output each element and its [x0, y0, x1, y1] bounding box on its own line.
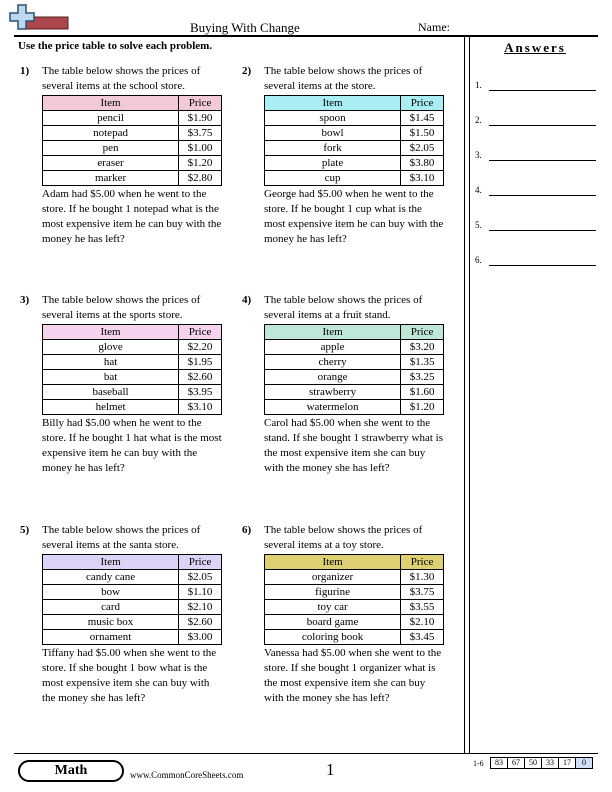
problem-question: Carol had $5.00 when she went to the stand. If she bought 1 strawberry what is the most expensive item she can buy with the money she has left?: [264, 417, 444, 474]
price-cell: $3.20: [401, 340, 444, 355]
score-box: 33: [541, 757, 559, 769]
item-cell: watermelon: [265, 400, 401, 415]
price-header: Price: [401, 96, 444, 111]
item-cell: organizer: [265, 570, 401, 585]
score-box: 0: [575, 757, 593, 769]
table-row: [43, 370, 222, 385]
answer-blank[interactable]: [489, 265, 596, 266]
table-row: [265, 111, 444, 126]
table-row: [43, 340, 222, 355]
item-cell: helmet: [43, 400, 179, 415]
price-header: Price: [179, 96, 222, 111]
answers-title: Answers: [504, 40, 566, 55]
item-cell: ornament: [43, 630, 179, 645]
table-row: [43, 126, 222, 141]
item-cell: fork: [265, 141, 401, 156]
answer-blank[interactable]: [489, 160, 596, 161]
price-cell: $2.05: [401, 141, 444, 156]
problem-number: 2): [242, 65, 252, 77]
price-cell: $3.45: [401, 630, 444, 645]
table-row: [265, 570, 444, 585]
page-title: Buying With Change: [190, 20, 300, 35]
footer-divider: [14, 753, 598, 754]
item-cell: strawberry: [265, 385, 401, 400]
price-cell: $1.30: [401, 570, 444, 585]
table-row: [43, 355, 222, 370]
price-cell: $3.10: [179, 400, 222, 415]
instructions: Use the price table to solve each problem.: [18, 40, 213, 52]
item-cell: figurine: [265, 585, 401, 600]
item-cell: apple: [265, 340, 401, 355]
price-table-header: [265, 325, 444, 340]
item-cell: board game: [265, 615, 401, 630]
price-table: [42, 95, 222, 186]
item-cell: candy cane: [43, 570, 179, 585]
problem-number: 1): [20, 65, 30, 77]
price-cell: $3.00: [179, 630, 222, 645]
item-cell: toy car: [265, 600, 401, 615]
price-cell: $1.00: [179, 141, 222, 156]
answer-row-1[interactable]: [475, 80, 597, 94]
header-divider: [14, 35, 598, 37]
price-cell: $1.10: [179, 585, 222, 600]
problem-number: 6): [242, 524, 252, 536]
item-header: Item: [43, 325, 179, 340]
price-cell: $2.05: [179, 570, 222, 585]
table-row: [43, 615, 222, 630]
answer-blank[interactable]: [489, 195, 596, 196]
score-boxes: [491, 757, 593, 769]
problem-question: Billy had $5.00 when he went to the store. If he bought 1 hat what is the most expensive item he can buy with the money he has left?: [42, 417, 222, 474]
price-cell: $1.95: [179, 355, 222, 370]
price-table: [264, 95, 444, 186]
problem-number: 5): [20, 524, 30, 536]
answer-blank[interactable]: [489, 230, 596, 231]
price-cell: $2.10: [401, 615, 444, 630]
page-number: 1: [326, 760, 335, 779]
item-cell: coloring book: [265, 630, 401, 645]
problem-2: [242, 64, 474, 247]
price-cell: $2.10: [179, 600, 222, 615]
problem-number: 4): [242, 294, 252, 306]
answer-number: 2.: [475, 115, 482, 125]
price-cell: $1.20: [401, 400, 444, 415]
item-cell: music box: [43, 615, 179, 630]
price-cell: $3.55: [401, 600, 444, 615]
table-row: [265, 370, 444, 385]
item-cell: cup: [265, 171, 401, 186]
item-cell: pencil: [43, 111, 179, 126]
price-cell: $1.35: [401, 355, 444, 370]
answer-row-3[interactable]: [475, 150, 597, 164]
item-cell: bowl: [265, 126, 401, 141]
name-label: Name:: [418, 20, 450, 34]
item-header: Item: [265, 555, 401, 570]
plus-logo-icon: [6, 3, 70, 37]
price-cell: $3.75: [401, 585, 444, 600]
problem-4: [242, 293, 474, 476]
price-cell: $3.25: [401, 370, 444, 385]
price-table: [42, 554, 222, 645]
table-row: [265, 355, 444, 370]
table-row: [43, 141, 222, 156]
price-table-header: [43, 96, 222, 111]
answer-blank[interactable]: [489, 90, 596, 91]
price-cell: $2.20: [179, 340, 222, 355]
item-cell: cherry: [265, 355, 401, 370]
item-cell: bow: [43, 585, 179, 600]
item-header: Item: [43, 96, 179, 111]
table-row: [265, 340, 444, 355]
item-cell: glove: [43, 340, 179, 355]
price-cell: $1.45: [401, 111, 444, 126]
answer-row-2[interactable]: [475, 115, 597, 129]
problem-intro: The table below shows the prices of several items at the santa store.: [42, 524, 201, 551]
item-cell: bat: [43, 370, 179, 385]
price-header: Price: [401, 555, 444, 570]
table-row: [265, 600, 444, 615]
item-cell: eraser: [43, 156, 179, 171]
table-row: [43, 585, 222, 600]
table-row: [265, 126, 444, 141]
table-row: [43, 111, 222, 126]
price-cell: $1.20: [179, 156, 222, 171]
table-row: [265, 585, 444, 600]
problem-intro: The table below shows the prices of several items at the store.: [264, 65, 423, 92]
item-cell: hat: [43, 355, 179, 370]
answer-row-5[interactable]: [475, 220, 597, 234]
problem-question: Tiffany had $5.00 when she went to the store. If she bought 1 bow what is the most expensive item she can buy with the money she has left?: [42, 647, 217, 704]
price-cell: $3.75: [179, 126, 222, 141]
subject-badge: Math: [18, 760, 124, 782]
item-cell: notepad: [43, 126, 179, 141]
score-box: 83: [490, 757, 508, 769]
answer-number: 1.: [475, 80, 482, 90]
item-cell: card: [43, 600, 179, 615]
table-row: [265, 385, 444, 400]
item-cell: orange: [265, 370, 401, 385]
table-row: [265, 156, 444, 171]
problem-intro: The table below shows the prices of several items at a toy store.: [264, 524, 423, 551]
price-table-header: [265, 96, 444, 111]
item-cell: marker: [43, 171, 179, 186]
price-cell: $2.80: [179, 171, 222, 186]
table-row: [43, 630, 222, 645]
table-row: [265, 141, 444, 156]
item-header: Item: [43, 555, 179, 570]
table-row: [265, 630, 444, 645]
price-header: Price: [179, 555, 222, 570]
problem-6: [242, 523, 474, 706]
problem-1: [20, 64, 252, 247]
item-cell: plate: [265, 156, 401, 171]
table-row: [43, 171, 222, 186]
price-table: [264, 554, 444, 645]
problem-intro: The table below shows the prices of several items at the sports store.: [42, 294, 201, 321]
price-table: [42, 324, 222, 415]
price-cell: $3.95: [179, 385, 222, 400]
answer-number: 5.: [475, 220, 482, 230]
problem-intro: The table below shows the prices of several items at the school store.: [42, 65, 201, 92]
score-box: 67: [507, 757, 525, 769]
price-table-header: [265, 555, 444, 570]
table-row: [43, 570, 222, 585]
item-cell: spoon: [265, 111, 401, 126]
price-header: Price: [179, 325, 222, 340]
problem-number: 3): [20, 294, 30, 306]
problem-intro: The table below shows the prices of several items at a fruit stand.: [264, 294, 423, 321]
problem-5: [20, 523, 252, 706]
table-row: [43, 385, 222, 400]
price-cell: $2.60: [179, 615, 222, 630]
score-box: 17: [558, 757, 576, 769]
price-cell: $1.50: [401, 126, 444, 141]
answer-number: 6.: [475, 255, 482, 265]
answer-blank[interactable]: [489, 125, 596, 126]
item-header: Item: [265, 325, 401, 340]
table-row: [265, 400, 444, 415]
price-cell: $1.60: [401, 385, 444, 400]
item-cell: baseball: [43, 385, 179, 400]
table-row: [265, 615, 444, 630]
problem-question: George had $5.00 when he went to the store. If he bought 1 cup what is the most expensive item he can buy with the money he has left?: [264, 188, 444, 245]
table-row: [43, 156, 222, 171]
price-header: Price: [401, 325, 444, 340]
price-table-header: [43, 325, 222, 340]
price-cell: $3.10: [401, 171, 444, 186]
price-table-header: [43, 555, 222, 570]
table-row: [43, 600, 222, 615]
price-cell: $1.90: [179, 111, 222, 126]
item-header: Item: [265, 96, 401, 111]
answer-number: 4.: [475, 185, 482, 195]
problem-question: Adam had $5.00 when he went to the store. If he bought 1 notepad what is the most expensive item he can buy with the money he has left?: [42, 188, 222, 245]
problem-3: [20, 293, 252, 476]
site-url: www.CommonCoreSheets.com: [130, 770, 244, 780]
answer-number: 3.: [475, 150, 482, 160]
problem-question: Vanessa had $5.00 when she went to the store. If she bought 1 organizer what is the most expensive item she can buy with the money she has left?: [264, 647, 442, 704]
price-cell: $3.80: [401, 156, 444, 171]
table-row: [43, 400, 222, 415]
score-range-label: 1-6: [473, 759, 484, 768]
item-cell: pen: [43, 141, 179, 156]
price-cell: $2.60: [179, 370, 222, 385]
answer-row-6[interactable]: [475, 255, 597, 269]
score-box: 50: [524, 757, 542, 769]
price-table: [264, 324, 444, 415]
table-row: [265, 171, 444, 186]
answer-row-4[interactable]: [475, 185, 597, 199]
